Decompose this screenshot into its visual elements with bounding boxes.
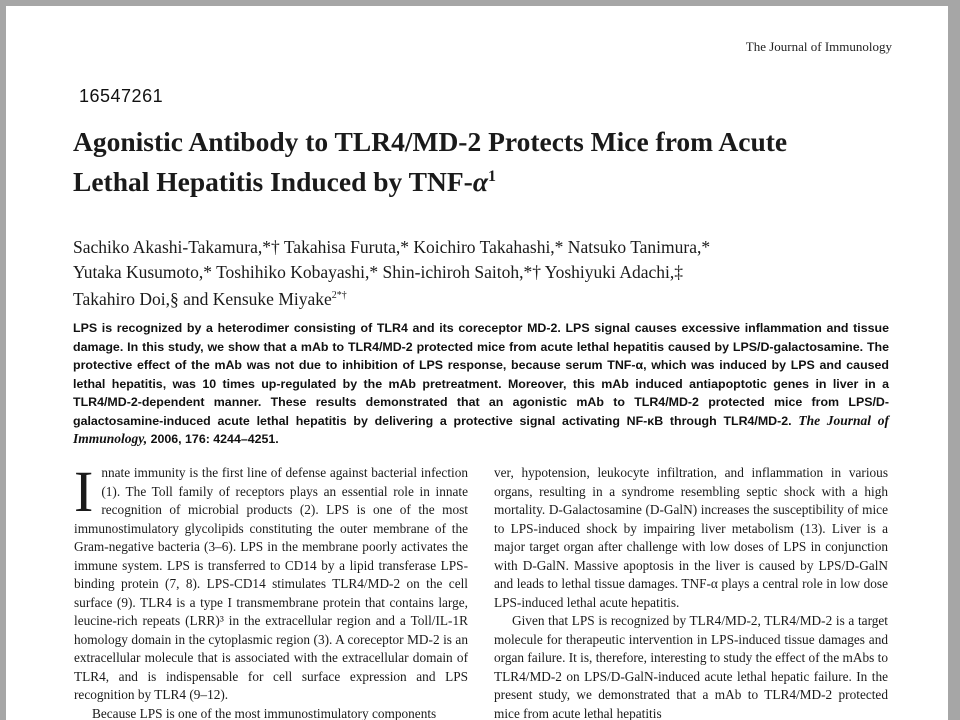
abstract: [73, 319, 889, 449]
title-line-2: Lethal Hepatitis Induced by TNF-: [73, 166, 473, 198]
body-column-left: [74, 459, 468, 720]
title-alpha: α: [472, 166, 489, 198]
author-list: [73, 235, 913, 311]
paper-page: [6, 6, 948, 720]
left-paragraph-1-text: nnate immunity is the first line of defense against bacterial infection (1). The Toll family of receptors plays an essential role in innate recognition of microbial products (2). LPS is one of the most immunostimulatory glycolipids constituting the outer membrane of the Gram-negative bacteria (3–6). LPS in the membrane poorly activates the immune system. LPS is transferred to CD14 by a lipid transferase LPS-binding protein (7, 8). LPS-CD14 stimulates TLR4/MD-2 on the cell surface (9). TLR4 is a type I transmembrane protein that contains large, leucine-rich repeats (LRR)³ in the extracellular region and a Toll/IL-1R homology domain in the cytoplasmic region (3). A coreceptor MD-2 is an extracellular molecule that is associated with the extracellular domain of TLR4, and is indispensable for cell surface expression and LPS recognition by TLR4 (9–12).: [74, 465, 468, 702]
body-column-right: [494, 464, 888, 720]
paper-title: [73, 124, 903, 199]
drop-cap: I: [74, 459, 94, 524]
authors-line-3: Takahiro Doi,§ and Kensuke Miyake: [73, 288, 332, 309]
title-line-1: Agonistic Antibody to TLR4/MD-2 Protects Mice from Acute: [73, 126, 788, 157]
authors-line-1: Sachiko Akashi-Takamura,*† Takahisa Furuta,* Koichiro Takahashi,* Natsuko Tanimura,*: [73, 237, 711, 257]
authors-line-3-sup: 2: [331, 290, 337, 301]
right-paragraph-1: ver, hypotension, leukocyte infiltration, and inflammation in various organs, resulting in a syndrome resembling septic shock with a high mortality. D-Galactosamine (D-GalN) increases the susceptibility of mice to LPS-induced shock by impairing liver metabolism (13). Liver is a major target organ after challenge with low doses of LPS in conjunction with D-GalN. Massive apoptosis in the liver is caused by LPS/D-GalN and leads to lethal tissue damages. TNF-α plays a central role in low dose LPS-induced lethal acute hepatitis.: [494, 465, 888, 610]
right-paragraph-2: Given that LPS is recognized by TLR4/MD-2, TLR4/MD-2 is a target molecule for therapeutic intervention in LPS-induced tissue damages and organ failure. It is, therefore, interesting to study the effect of the mAbs to TLR4/MD-2 on LPS/D-GalN-induced acute lethal hepatic failure. In the present study, we demonstrated that a mAb to TLR4/MD-2 protected mice from acute lethal hepatitis: [494, 613, 888, 720]
document-id: 16547261: [79, 86, 164, 106]
title-footnote: 1: [488, 168, 497, 185]
abstract-text: LPS is recognized by a heterodimer consisting of TLR4 and its coreceptor MD-2. LPS signal causes excessive inflammation and tissue damage. In this study, we show that a mAb to TLR4/MD-2 protected mice from acute lethal hepatitis caused by LPS/D-galactosamine. The protective effect of the mAb was not due to inhibition of LPS response, because serum TNF-α, which was induced by LPS and caused lethal hepatitis, was 10 times up-regulated by the mAb pretreatment. Moreover, this mAb induced antiapoptotic genes in liver in a TLR4/MD-2-dependent manner. These results demonstrated that an agonistic mAb to TLR4/MD-2 protected mice from LPS/D-galactosamine-induced acute lethal hepatitis by delivering a protective signal activating NF-κB through TLR4/MD-2.: [73, 321, 889, 428]
left-paragraph-2: Because LPS is one of the most immunostimulatory components: [92, 705, 437, 720]
journal-header: The Journal of Immunology: [745, 39, 892, 54]
authors-line-3-affil: *†: [336, 290, 347, 301]
abstract-citation-rest: 2006, 176: 4244–4251.: [147, 432, 279, 446]
left-paragraph-1: [74, 459, 468, 705]
abstract-citation: The Journal of Immunology,: [73, 412, 889, 446]
authors-line-2: Yutaka Kusumoto,* Toshihiko Kobayashi,* Shin-ichiroh Saitoh,*† Yoshiyuki Adachi,‡: [73, 261, 683, 282]
